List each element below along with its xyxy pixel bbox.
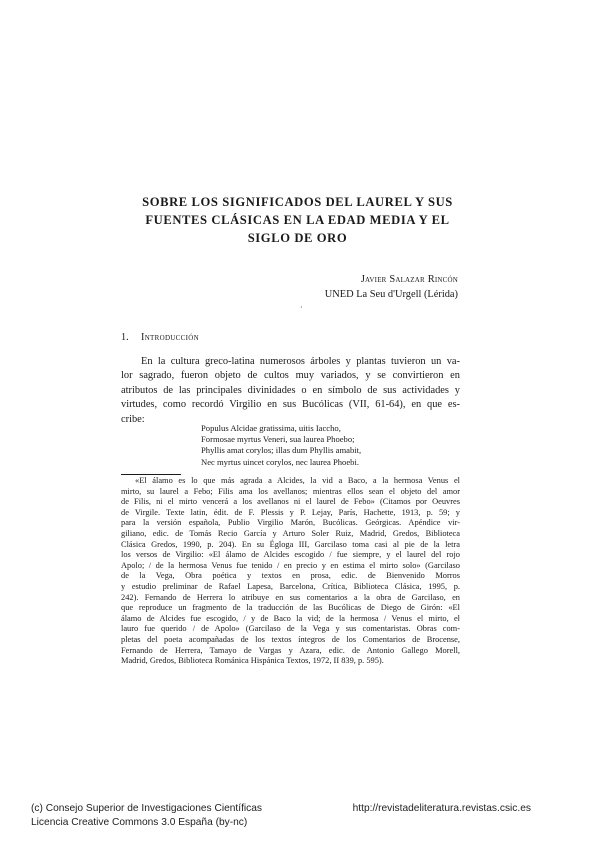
- footnote-line: de la Vega, Obra poética y textos en prosa, edic. de Bienvenido Morros: [121, 571, 460, 581]
- section-number: 1.: [121, 332, 129, 343]
- separator-dot: ·: [300, 303, 303, 312]
- footnote-line: los versos de Virgilio: «El álamo de Alcides escogido / fue siempre, y el laurel del rojo: [121, 550, 460, 560]
- footnote-line: giliano, edic. de Tomás Recio García y Arturo Soler Ruiz, Madrid, Gredos, Biblioteca: [121, 528, 460, 538]
- footnote-line: Apolo; / de la hermosa Venus fue tenido / en precio y en estima el mirto solo» (Garcilaso: [121, 560, 460, 570]
- verse-line: Formosae myrtus Veneri, sua laurea Phoebo;: [201, 434, 355, 445]
- footnote-line: que reproduce un fragmento de la traducción de las Bucólicas de Diego de Girón: «El: [121, 603, 460, 613]
- license-text: Licencia Creative Commons 3.0 España (by-nc): [31, 816, 248, 828]
- footnote: [121, 476, 460, 667]
- section-label: Introducción: [141, 332, 199, 343]
- footnote-line: pletas del poeta acompañadas de los textos íntegros de los Comentarios de Brocense,: [121, 634, 460, 644]
- paragraph-line: cribe:: [121, 413, 145, 425]
- verse-line: Populus Alcidae gratissima, uitis Iaccho,: [201, 423, 341, 433]
- section-heading: [121, 332, 199, 343]
- article-title: [120, 193, 475, 247]
- footnote-line: de Virgile. Texte latin, édit. de F. Plessis y P. Lejay, París, Hachette, 1913, p. 59; y: [121, 507, 460, 517]
- author-name: Javier Salazar Rincón: [360, 274, 458, 285]
- footnote-line: para la versión española, Publio Virgilio Marón, Bucólicas. Geórgicas. Apéndice vir-: [121, 518, 460, 528]
- verse-line: Phyllis amat corylos; illas dum Phyllis amabit,: [201, 445, 362, 456]
- intro-paragraph: [121, 355, 460, 427]
- paragraph-line: virtudes, como recordó Virgilio en sus Bucólicas (VII, 61-64), en que es-: [121, 399, 460, 411]
- footnote-line: 242). Fernando de Herrera lo atribuye en sus comentarios a la obra de Garcilaso, en: [121, 592, 460, 602]
- footnote-rule: [121, 474, 181, 475]
- footnote-line: de Filis, ni el mirto vencerá a los avellanos ni el laurel de Febo» (Citamos por Oeuvres: [121, 497, 460, 507]
- title-line: SOBRE LOS SIGNIFICADOS DEL LAUREL Y SUS: [142, 195, 453, 209]
- footnote-line: Madrid, Gredos, Biblioteca Románica Hispánica Textos, 1972, II 839, p. 595).: [121, 656, 384, 666]
- paragraph-line: lor sagrado, fueron objeto de cultos muy variados, y se convirtieron en: [121, 370, 460, 382]
- journal-url: http://revistadeliteratura.revistas.csic.es: [352, 803, 531, 814]
- title-line: SIGLO DE ORO: [247, 231, 348, 245]
- footnote-line: Fernando de Herrera, Tamayo de Vargas y Azara, edic. de Antonio Gallego Morell,: [121, 645, 460, 655]
- paragraph-line: En la cultura greco-latina numerosos árboles y plantas tuvieron un va-: [141, 356, 460, 367]
- author-affiliation: UNED La Seu d'Urgell (Lérida): [324, 289, 458, 300]
- footnote-line: Clásica Gredos, 1990, p. 204). En su Égloga III, Garcilaso toma casi al pie de la letra: [121, 539, 460, 549]
- footnote-line: lauro fue querido / de Apolo» (Garcilaso de la Vega y sus comentaristas. Obras com-: [121, 624, 460, 634]
- author-block: [325, 272, 458, 302]
- copyright-text: (c) Consejo Superior de Investigaciones Científicas: [31, 803, 263, 814]
- footnote-line: y estudio preliminar de Rafael Lapesa, Barcelona, Crítica, Biblioteca Clásica, 1995, p.: [121, 581, 460, 591]
- title-line: FUENTES CLÁSICAS EN LA EDAD MEDIA Y EL: [145, 213, 450, 227]
- paragraph-line: atributos de las principales divinidades o en símbolo de sus actividades y: [121, 384, 460, 396]
- footnote-line: álamo de Alcides fue escogido, / y de Baco la vid; de la hermosa / Venus el mirto, el: [121, 613, 460, 623]
- copyright-footer: [31, 802, 262, 829]
- footnote-line: «El álamo es lo que más agrada a Alcides, la vid a Baco, a la hermosa Venus el: [135, 476, 460, 485]
- verse-quote: [201, 423, 361, 468]
- footnote-line: mirto, su laurel a Febo; Filis ama los avellanos; mientras ellos sean el objeto del amor: [121, 486, 460, 496]
- verse-line: Nec myrtus uincet corylos, nec laurea Phoebi.: [201, 456, 359, 467]
